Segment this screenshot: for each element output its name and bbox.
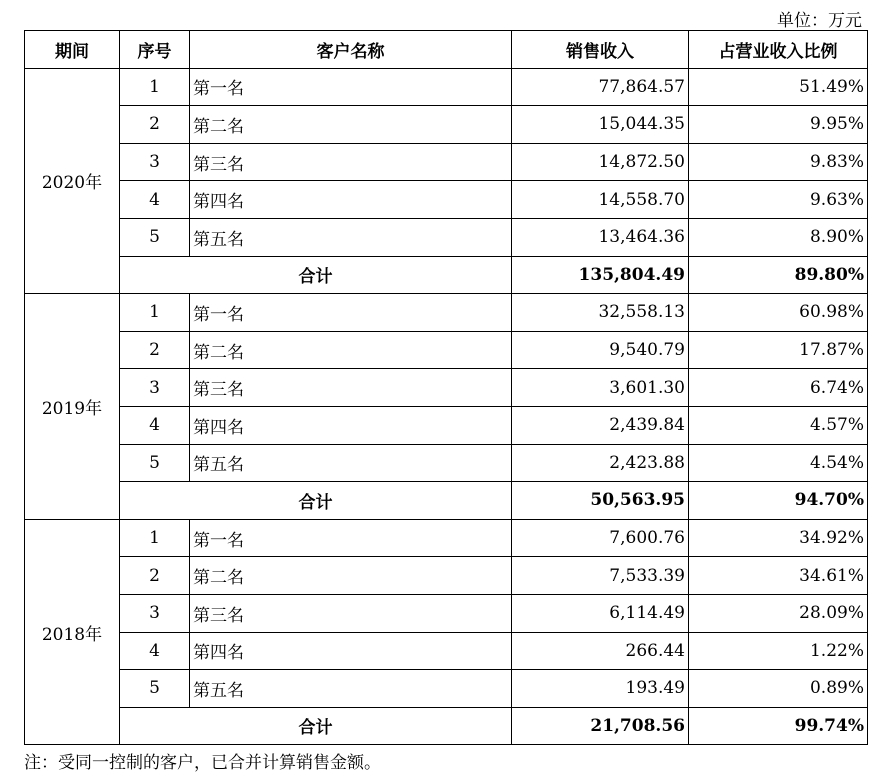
seq-cell: 5: [120, 670, 190, 708]
ratio-cell: 9.63%: [689, 181, 868, 219]
ratio-cell: 9.83%: [689, 143, 868, 181]
seq-cell: 4: [120, 632, 190, 670]
table-row: [25, 632, 868, 670]
footnote: 注：受同一控制的客户，已合并计算销售金额。: [24, 753, 381, 773]
sales-cell: 2,423.88: [512, 444, 689, 482]
sales-cell: 77,864.57: [512, 68, 689, 106]
table-row: [25, 519, 868, 557]
sales-cell: 2,439.84: [512, 406, 689, 444]
header-period: 期间: [25, 31, 120, 69]
customer-cell: 第三名: [190, 143, 512, 181]
seq-cell: 4: [120, 406, 190, 444]
header-customer: 客户名称: [190, 31, 512, 69]
customer-cell: 第五名: [190, 670, 512, 708]
sales-cell: 3,601.30: [512, 369, 689, 407]
seq-cell: 3: [120, 143, 190, 181]
seq-cell: 1: [120, 68, 190, 106]
table-row: [25, 594, 868, 632]
total-label: 合计: [120, 482, 512, 520]
period-cell: 2020年: [25, 68, 120, 294]
customer-cell: 第四名: [190, 406, 512, 444]
customer-cell: 第五名: [190, 444, 512, 482]
sales-cell: 32,558.13: [512, 294, 689, 332]
sales-cell: 6,114.49: [512, 594, 689, 632]
ratio-cell: 34.61%: [689, 557, 868, 595]
table-row: [25, 331, 868, 369]
table-row: [25, 557, 868, 595]
total-label: 合计: [120, 256, 512, 294]
customer-cell: 第五名: [190, 218, 512, 256]
total-row: [25, 707, 868, 745]
ratio-cell: 9.95%: [689, 106, 868, 144]
table-row: [25, 218, 868, 256]
ratio-cell: 8.90%: [689, 218, 868, 256]
customer-cell: 第二名: [190, 557, 512, 595]
sales-cell: 7,600.76: [512, 519, 689, 557]
sales-cell: 7,533.39: [512, 557, 689, 595]
customer-cell: 第三名: [190, 369, 512, 407]
total-ratio-cell: 89.80%: [689, 256, 868, 294]
ratio-cell: 60.98%: [689, 294, 868, 332]
sales-cell: 266.44: [512, 632, 689, 670]
customer-cell: 第二名: [190, 331, 512, 369]
sales-cell: 9,540.79: [512, 331, 689, 369]
seq-cell: 1: [120, 294, 190, 332]
total-sales-cell: 50,563.95: [512, 482, 689, 520]
table-row: [25, 406, 868, 444]
seq-cell: 3: [120, 594, 190, 632]
table-header-row: [25, 31, 868, 69]
seq-cell: 2: [120, 106, 190, 144]
sales-cell: 14,872.50: [512, 143, 689, 181]
total-sales-cell: 21,708.56: [512, 707, 689, 745]
sales-cell: 14,558.70: [512, 181, 689, 219]
sales-cell: 15,044.35: [512, 106, 689, 144]
total-ratio-cell: 94.70%: [689, 482, 868, 520]
header-ratio: 占营业收入比例: [689, 31, 868, 69]
unit-label: 单位：万元: [777, 11, 862, 31]
ratio-cell: 6.74%: [689, 369, 868, 407]
seq-cell: 5: [120, 218, 190, 256]
customer-cell: 第二名: [190, 106, 512, 144]
period-cell: 2018年: [25, 519, 120, 745]
period-cell: 2019年: [25, 294, 120, 520]
total-row: [25, 482, 868, 520]
customer-cell: 第四名: [190, 632, 512, 670]
seq-cell: 2: [120, 331, 190, 369]
table-row: [25, 68, 868, 106]
ratio-cell: 0.89%: [689, 670, 868, 708]
table-row: [25, 143, 868, 181]
table-row: [25, 294, 868, 332]
total-label: 合计: [120, 707, 512, 745]
ratio-cell: 51.49%: [689, 68, 868, 106]
top-customers-table: [24, 30, 868, 745]
customer-cell: 第一名: [190, 519, 512, 557]
total-sales-cell: 135,804.49: [512, 256, 689, 294]
customer-cell: 第一名: [190, 68, 512, 106]
seq-cell: 4: [120, 181, 190, 219]
ratio-cell: 34.92%: [689, 519, 868, 557]
customer-cell: 第一名: [190, 294, 512, 332]
total-ratio-cell: 99.74%: [689, 707, 868, 745]
ratio-cell: 1.22%: [689, 632, 868, 670]
table-row: [25, 670, 868, 708]
seq-cell: 2: [120, 557, 190, 595]
seq-cell: 5: [120, 444, 190, 482]
sales-cell: 13,464.36: [512, 218, 689, 256]
ratio-cell: 4.54%: [689, 444, 868, 482]
customer-cell: 第四名: [190, 181, 512, 219]
header-sales: 销售收入: [512, 31, 689, 69]
table-row: [25, 181, 868, 219]
table-row: [25, 369, 868, 407]
table-row: [25, 444, 868, 482]
ratio-cell: 28.09%: [689, 594, 868, 632]
ratio-cell: 17.87%: [689, 331, 868, 369]
seq-cell: 1: [120, 519, 190, 557]
sales-cell: 193.49: [512, 670, 689, 708]
seq-cell: 3: [120, 369, 190, 407]
table-row: [25, 106, 868, 144]
ratio-cell: 4.57%: [689, 406, 868, 444]
customer-cell: 第三名: [190, 594, 512, 632]
header-seq: 序号: [120, 31, 190, 69]
total-row: [25, 256, 868, 294]
